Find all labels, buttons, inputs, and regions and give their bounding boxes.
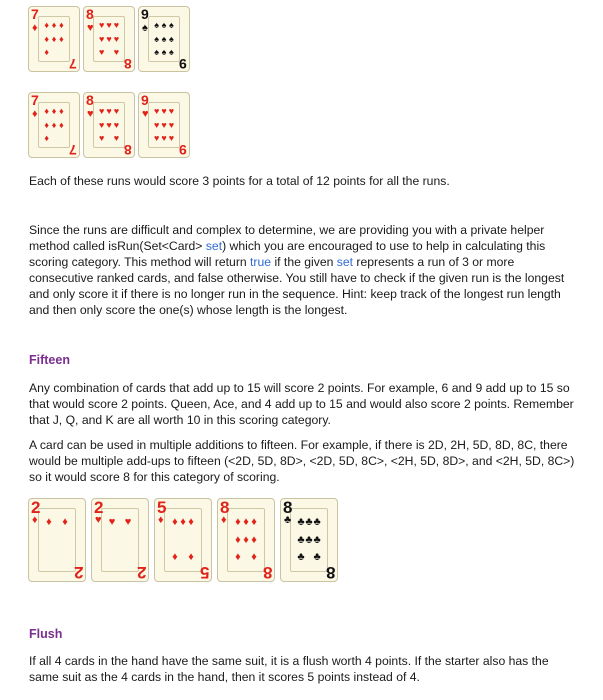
diamond-pip-icon: ♦ [51,20,57,30]
card-rank: 5 [157,498,167,517]
card-pips [153,107,175,143]
heart-pip-icon: ♥ [113,106,120,116]
fifteen-paragraph-2: A card can be used in multiple additions to fifteen. For example, if there is 2D, 2H, 5D, 8D, 8C, there would be multiple add-ups to fifteen (<2D, 5D, 8D>, <2D, 5D, 8C>, <2H, 5D, 8D>, and <2H, 5D, 8C>) so it would score 8 for this category of scoring. [29,438,575,484]
playing-card-5-diamond [154,498,212,582]
heart-pip-icon: ♥ [113,33,120,44]
diamond-pip-icon: ♦ [44,119,49,130]
diamond-pip-icon: ♦ [59,106,64,116]
playing-card-8-club [280,498,338,582]
diamond-pip-icon: ♦ [172,551,178,563]
diamond-pip-icon: ♦ [243,516,249,528]
code-true: true [250,255,272,269]
heart-pip-icon: ♥ [124,516,132,528]
card-pips [98,107,120,143]
card-rank: 9 [141,92,149,108]
heart-pip-icon: ♥ [108,516,116,528]
card-pips [98,21,120,57]
diamond-pip-icon: ♦ [44,20,49,30]
spade-pip-icon: ♠ [161,47,167,57]
club-pip-icon: ♣ [297,533,305,546]
heart-pip-icon: ♥ [153,119,160,130]
diamond-pip-icon: ♦ [51,33,57,44]
card-rank-rotated: 8 [262,563,272,582]
card-pips [297,517,321,563]
card-rank: 8 [220,498,230,517]
club-pip-icon: ♣ [305,533,313,546]
card-pips [108,517,132,563]
spade-pip-icon: ♠ [154,47,160,57]
card-row-2 [28,92,190,158]
diamond-pip-icon: ♦ [188,516,194,528]
heart-pip-icon: ♥ [168,106,175,116]
diamond-pip-icon: ♦ [51,119,57,130]
diamond-icon: ♦ [32,514,38,526]
heart-pip-icon: ♥ [113,47,120,57]
card-row-fifteen [28,498,338,582]
playing-card-8-heart [83,6,135,72]
club-icon: ♣ [284,514,292,526]
diamond-pip-icon: ♦ [44,47,49,57]
card-pips [43,21,65,57]
card-rank: 8 [86,6,94,22]
heart-pip-icon: ♥ [98,47,105,57]
playing-card-8-diamond [217,498,275,582]
card-rank: 9 [141,6,149,22]
card-rank-rotated: 9 [179,142,187,158]
helper-text-4: represents a run of 3 or more consecutive ranked cards, and false otherwise. You still have to check if the given run is the longest and only score it if there is no longer run in the sequence. Hint: keep track of the longest run length and then only score the one(s) whose length is the longest. [29,255,565,317]
heart-pip-icon: ♥ [153,106,160,116]
diamond-pip-icon: ♦ [251,533,257,546]
fifteen-heading: Fifteen [29,353,70,367]
heart-pip-icon: ♥ [168,119,175,130]
spade-pip-icon: ♠ [168,33,174,44]
heart-icon: ♥ [87,108,94,120]
card-rank-rotated: 8 [124,142,132,158]
playing-card-2-diamond [28,498,86,582]
diamond-pip-icon: ♦ [235,533,241,546]
heart-pip-icon: ♥ [98,133,105,143]
heart-pip-icon: ♥ [106,106,112,116]
helper-text-1: Since the runs are difficult and complex to determine, we are providing you with a private helper method called isRun(Set<Card> [29,223,545,253]
club-pip-icon: ♣ [305,516,313,528]
spade-pip-icon: ♠ [154,33,160,44]
card-rank-rotated: 2 [136,563,146,582]
card-rank: 7 [31,92,39,108]
card-rank-rotated: 5 [199,563,209,582]
diamond-pip-icon: ♦ [180,516,186,528]
card-rank: 8 [283,498,293,517]
card-pips [153,21,175,57]
helper-text-2: ) which you are encouraged to use to help in calculating this scoring category. This method will return [29,239,546,269]
diamond-pip-icon: ♦ [44,133,49,143]
diamond-pip-icon: ♦ [51,106,57,116]
heart-icon: ♥ [142,108,149,120]
spade-pip-icon: ♠ [154,20,160,30]
diamond-pip-icon: ♦ [251,551,257,563]
diamond-icon: ♦ [158,514,164,526]
card-rank: 2 [94,498,104,517]
card-rank: 8 [86,92,94,108]
flush-paragraph: If all 4 cards in the hand have the same suit, it is a flush worth 4 points. If the starter also has the same suit as the 4 cards in the hand, then it scores 5 points instead of 4. [29,654,549,684]
flush-heading: Flush [29,627,63,641]
diamond-pip-icon: ♦ [44,33,49,44]
heart-pip-icon: ♥ [161,133,167,143]
playing-card-7-diamond [28,92,80,158]
playing-card-7-diamond [28,6,80,72]
diamond-pip-icon: ♦ [46,516,52,528]
heart-pip-icon: ♥ [161,106,167,116]
card-rank-rotated: 7 [69,142,77,158]
heart-icon: ♥ [95,514,102,526]
heart-pip-icon: ♥ [98,119,105,130]
club-pip-icon: ♣ [313,551,321,563]
card-rank-rotated: 2 [73,563,83,582]
code-set-2: set [336,255,354,269]
card-pips [43,107,65,143]
club-pip-icon: ♣ [297,551,305,563]
helper-text-3: if the given [271,255,337,269]
card-rank: 7 [31,6,39,22]
card-rank-rotated: 7 [69,56,77,72]
diamond-icon: ♦ [221,514,227,526]
diamond-pip-icon: ♦ [59,33,64,44]
heart-pip-icon: ♥ [113,20,120,30]
heart-pip-icon: ♥ [161,119,167,130]
diamond-pip-icon: ♦ [235,551,241,563]
heart-pip-icon: ♥ [106,119,112,130]
diamond-pip-icon: ♦ [188,551,194,563]
helper-method-paragraph [29,222,581,318]
card-rank-rotated: 9 [179,56,187,72]
card-rank: 2 [31,498,41,517]
card-row-1 [28,6,190,72]
card-pips [234,517,258,563]
diamond-pip-icon: ♦ [44,106,49,116]
diamond-pip-icon: ♦ [235,516,241,528]
card-pips [45,517,69,563]
diamond-icon: ♦ [32,22,38,34]
playing-card-2-heart [91,498,149,582]
spade-pip-icon: ♠ [168,47,174,57]
runs-summary-text: Each of these runs would score 3 points for a total of 12 points for all the runs. [29,174,450,188]
playing-card-9-spade [138,6,190,72]
spade-pip-icon: ♠ [161,33,167,44]
club-pip-icon: ♣ [313,516,321,528]
playing-card-8-heart [83,92,135,158]
diamond-pip-icon: ♦ [62,516,68,528]
card-pips [171,517,195,563]
spade-pip-icon: ♠ [168,20,174,30]
fifteen-paragraph-1: Any combination of cards that add up to 15 will score 2 points. For example, 6 and 9 add up to 15 so that would score 2 points. Queen, Ace, and 4 add up to 15 and would also score 2 points. Remember that J, Q, and K are all worth 10 in this scoring category. [29,381,574,427]
heart-pip-icon: ♥ [106,33,112,44]
heart-pip-icon: ♥ [98,106,105,116]
diamond-pip-icon: ♦ [59,20,64,30]
diamond-icon: ♦ [32,108,38,120]
diamond-pip-icon: ♦ [59,119,64,130]
playing-card-9-heart [138,92,190,158]
heart-pip-icon: ♥ [153,133,160,143]
club-pip-icon: ♣ [297,516,305,528]
heart-icon: ♥ [87,22,94,34]
card-rank-rotated: 8 [124,56,132,72]
heart-pip-icon: ♥ [98,20,105,30]
card-rank-rotated: 8 [325,563,335,582]
spade-icon: ♠ [142,22,148,34]
spade-pip-icon: ♠ [161,20,167,30]
heart-pip-icon: ♥ [113,133,120,143]
heart-pip-icon: ♥ [113,119,120,130]
diamond-pip-icon: ♦ [251,516,257,528]
heart-pip-icon: ♥ [106,20,112,30]
club-pip-icon: ♣ [313,533,321,546]
diamond-pip-icon: ♦ [243,533,249,546]
code-set-1: set [205,239,223,253]
heart-pip-icon: ♥ [168,133,175,143]
diamond-pip-icon: ♦ [172,516,178,528]
heart-pip-icon: ♥ [98,33,105,44]
